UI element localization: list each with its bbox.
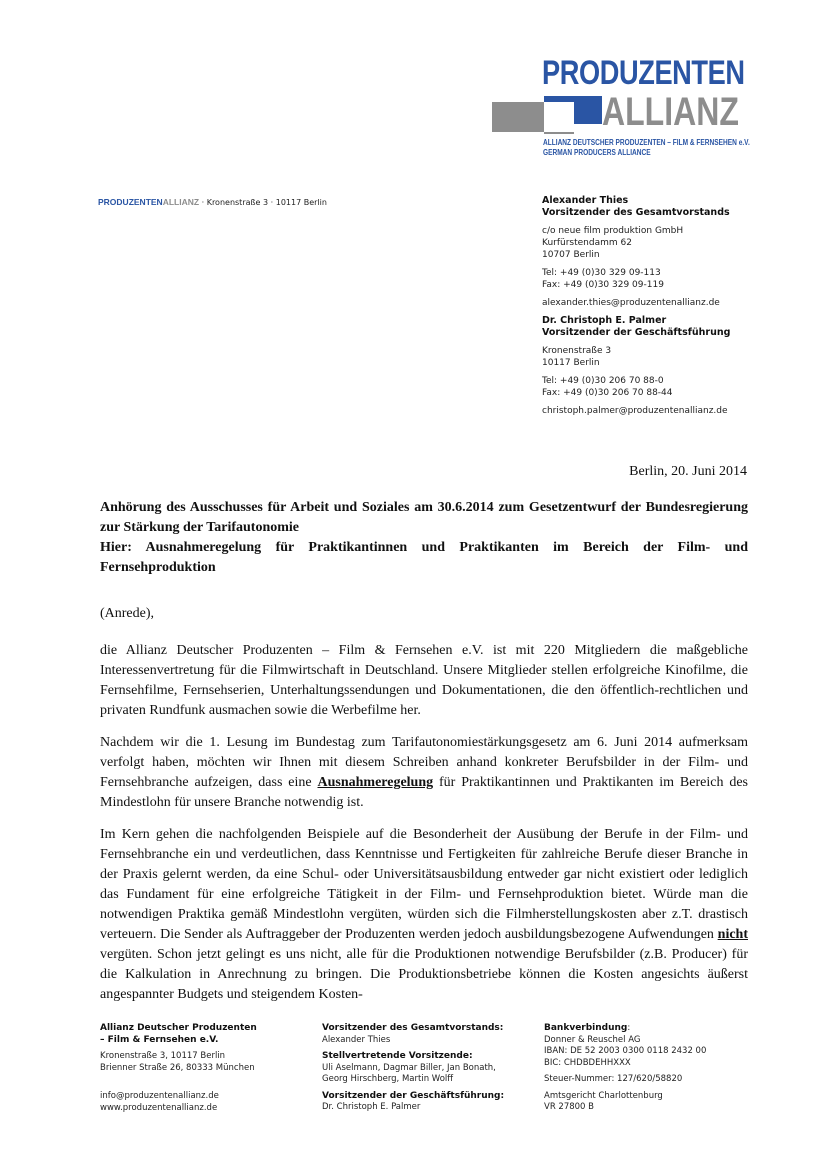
contact-address-line: c/o neue film produktion GmbH xyxy=(542,226,684,236)
contact-address-line: Kronenstraße 3 xyxy=(542,346,612,356)
emphasis-nicht: nicht xyxy=(717,927,748,942)
sender-brand-allianz: ALLIANZ xyxy=(162,197,200,207)
footer-value: Uli Aselmann, Dagmar Biller, Jan Bonath, xyxy=(322,1062,496,1073)
footer-org-name-suffix: – Film & Fernsehen e.V. xyxy=(100,1034,219,1045)
contact-tel: Tel: +49 (0)30 206 70 88-0 xyxy=(542,376,664,386)
footer-value: Alexander Thies xyxy=(322,1034,391,1045)
sender-return-address xyxy=(98,197,327,207)
paragraph-introduction: die Allianz Deutscher Produzenten – Film & Fernsehen e.V. ist mit 220 Mitgliedern die maßgebliche Interessenvertretung für die Filmwirtschaft in Deutschland. Unsere Mitglieder stellen erfolgreiche Kinofilme, die Fernsehfilme, Fernsehserien, Unterhaltungssendungen und Dokumentationen, die den öffentlich-rechtlichen und privaten Rundfunk ausmachen sowie die Werbefilme her. xyxy=(100,643,748,718)
footer-heading: Vorsitzender des Gesamtvorstands: xyxy=(322,1023,504,1033)
logo-subtitle-line1: ALLIANZ DEUTSCHER PRODUZENTEN – FILM & FERNSEHEN e.V. xyxy=(543,138,750,147)
footer-bank-name: Donner & Reuschel AG xyxy=(544,1034,641,1045)
letter-salutation: (Anrede), xyxy=(100,606,155,621)
logo-subtitle xyxy=(543,138,750,158)
subject-line-2: Hier: Ausnahmeregelung für Praktikantinnen und Praktikanten im Bereich der Film- und Fernsehproduktion xyxy=(100,540,748,575)
produzentenallianz-logo xyxy=(490,56,760,156)
footer-bic: BIC: CHDBDEHHXXX xyxy=(544,1057,631,1068)
contact-column xyxy=(542,195,772,417)
footer-value: Georg Hirschberg, Martin Wolff xyxy=(322,1074,454,1084)
footer-colon: : xyxy=(627,1023,631,1033)
footer-court: Amtsgericht Charlottenburg xyxy=(544,1090,663,1101)
contact-fax: Fax: +49 (0)30 329 09-119 xyxy=(542,280,664,290)
contact-fax: Fax: +49 (0)30 206 70 88-44 xyxy=(542,388,673,398)
paragraph-text: für Praktikantinnen und Praktikanten im Bereich des Mindestlohn für unsere Branche notwendig ist. xyxy=(100,775,748,810)
footer-iban: IBAN: DE 52 2003 0300 0118 2432 00 xyxy=(544,1046,707,1056)
logo-subtitle-line2: GERMAN PRODUCERS ALLIANCE xyxy=(543,148,651,157)
emphasis-ausnahmeregelung: Ausnahmeregelung xyxy=(317,775,434,790)
contact-email-link[interactable]: christoph.palmer@produzentenallianz.de xyxy=(542,406,728,416)
footer-website-link[interactable]: www.produzentenallianz.de xyxy=(100,1102,218,1113)
footer-bank xyxy=(544,1023,706,1114)
footer-tax-number: Steuer-Nummer: 127/620/58820 xyxy=(544,1074,683,1084)
footer-heading: Bankverbindung xyxy=(544,1023,628,1033)
paragraph-text: vergüten. Schon jetzt gelingt es uns nicht, alle für die Produktionen notwendige Berufsbilder (z.B. Producer) für die Kalkulation in Anrechnung zu bringen. Die Produktionsbetriebe können die Kosten angesichts äußerst angespannter Budgets und steigendem Kosten- xyxy=(100,947,748,1002)
footer-email-link[interactable]: info@produzentenallianz.de xyxy=(100,1091,219,1101)
footer-heading: Stellvertretende Vorsitzende: xyxy=(322,1051,473,1061)
subject-line-1: Anhörung des Ausschusses für Arbeit und Soziales am 30.6.2014 zum Gesetzentwurf der Bundesregierung zur Stärkung der Tarifautonomie xyxy=(100,500,748,535)
contact-role: Vorsitzender des Gesamtvorstands xyxy=(542,207,730,218)
contact-address-line: 10707 Berlin xyxy=(542,250,600,260)
letter-subject xyxy=(100,498,748,578)
contact-name: Dr. Christoph E. Palmer xyxy=(542,315,667,326)
paragraph-text: Nachdem wir die 1. Lesung im Bundestag zum Tarifautonomiestärkungsgesetz am 6. Juni 2014 aufmerksam verfolgt haben, möchten wir Ihnen mit diesem Schreiben anhand konkreter Berufsbilder in der Film- und Fernsehbranche aufzeigen, dass eine xyxy=(100,735,748,790)
footer-address-berlin: Kronenstraße 3, 10117 Berlin xyxy=(100,1051,226,1061)
contact-address-line: Kurfürstendamm 62 xyxy=(542,238,632,248)
sender-brand-produzenten: PRODUZENTEN xyxy=(98,197,163,207)
footer-heading: Vorsitzender der Geschäftsführung: xyxy=(322,1090,505,1101)
footer-value: Dr. Christoph E. Palmer xyxy=(322,1102,421,1112)
contact-tel: Tel: +49 (0)30 329 09-113 xyxy=(542,268,661,278)
contact-block-palmer xyxy=(542,315,772,417)
paragraph-core-argument xyxy=(100,825,748,1005)
logo-white-square xyxy=(544,102,574,132)
paragraph-text: Im Kern gehen die nachfolgenden Beispiele auf die Besonderheit der Ausübung der Berufe in der Film- und Fernsehbranche ein und verdeutlichen, dass Kenntnisse und Fertigkeiten für zahlreiche Berufe dieser Branche in der Praxis gelernt werden, da eine Schul- oder Universitätsausbildung entweder gar nicht existiert oder lediglich das Fundament für eine erfolgreiche Tätigkeit in der Film- und Fernsehproduktion bietet. Würde man die notwendigen Praktika gemäß Mindestlohn vergüten, würden sich die Filmherstellungskosten aber z.T. drastisch verteuern. Die Sender als Auftraggeber der Produzenten werden jedoch ausbildungsbezogene Aufwendungen xyxy=(100,827,748,942)
contact-email-link[interactable]: alexander.thies@produzentenallianz.de xyxy=(542,298,720,308)
contact-address-line: 10117 Berlin xyxy=(542,358,600,368)
contact-name: Alexander Thies xyxy=(542,195,629,206)
footer-board xyxy=(322,1023,504,1114)
contact-role: Vorsitzender der Geschäftsführung xyxy=(542,327,731,338)
footer-org-name: Allianz Deutscher Produzenten xyxy=(100,1023,257,1033)
letter-date: Berlin, 20. Juni 2014 xyxy=(629,464,747,479)
logo-underline xyxy=(544,132,574,134)
logo-wordmark-allianz: ALLIANZ xyxy=(602,90,739,134)
logo-gray-block xyxy=(492,102,550,132)
contact-block-thies xyxy=(542,195,772,309)
sender-address: · Kronenstraße 3 · 10117 Berlin xyxy=(199,198,327,207)
footer-registry: VR 27800 B xyxy=(544,1102,594,1112)
footer-address-muenchen: Brienner Straße 26, 80333 München xyxy=(100,1062,255,1073)
footer-organization xyxy=(100,1023,257,1114)
paragraph-purpose xyxy=(100,733,748,813)
logo-wordmark-produzenten: PRODUZENTEN xyxy=(542,54,745,92)
